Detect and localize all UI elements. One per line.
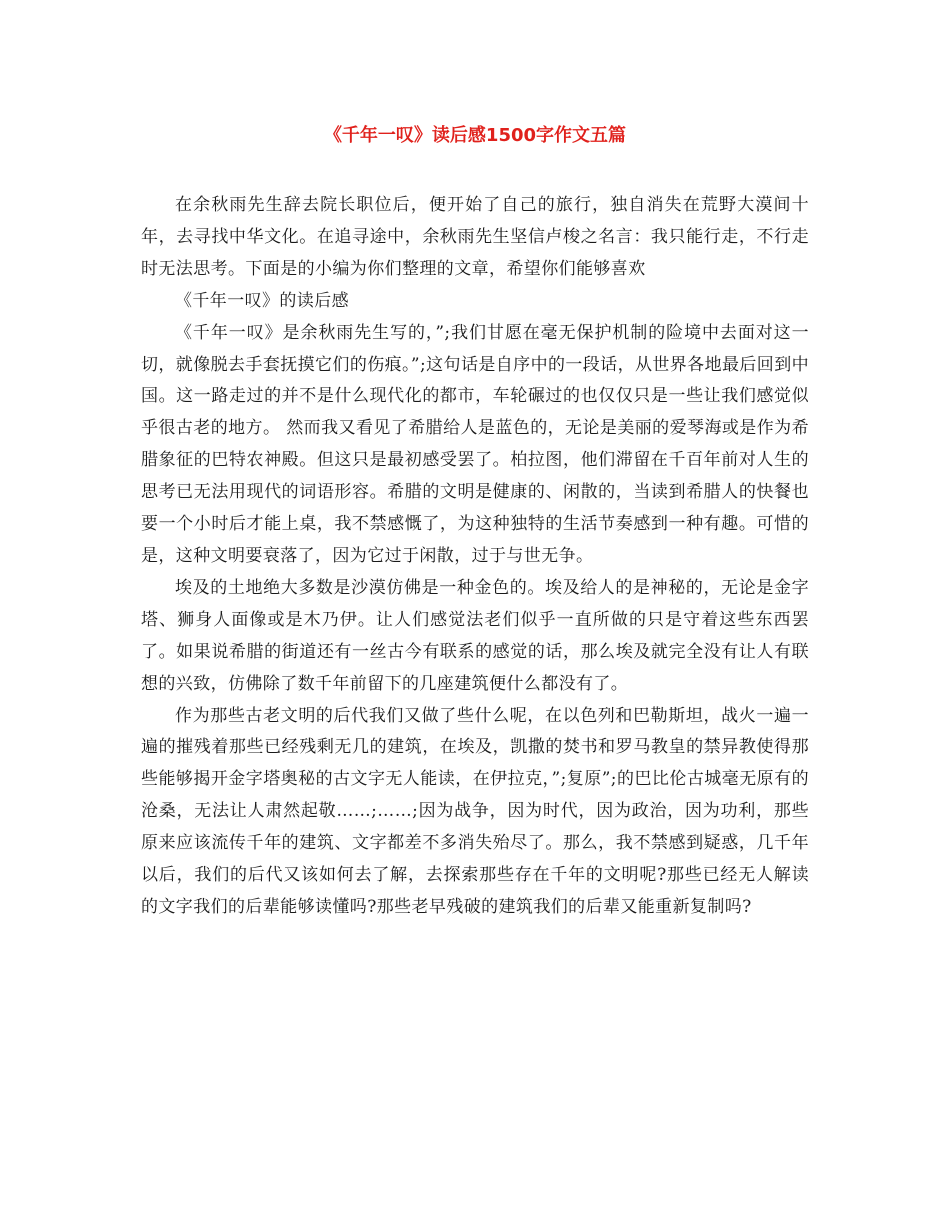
paragraph-greece: 《千年一叹》是余秋雨先生写的，”;我们甘愿在毫无保护机制的险境中去面对这一切，就像脱去手套抚摸它们的伤痕。”;这句话是自序中的一段话，从世界各地最后回到中国。这一路走过的并不是什么现代化的都市，车轮碾过的也仅仅只是一些让我们感觉似乎很古老的地方。 然而我又看见了希腊给人是蓝色的，无论是美丽的爱琴海或是作为希腊象征的巴特农神殿。但这只是最初感受罢了。柏拉图，他们滞留在千百年前对人生的思考已无法用现代的词语形容。希腊的文明是健康的、闲散的，当读到希腊人的快餐也要一个小时后才能上桌，我不禁感慨了，为这种独特的生活节奏感到一种有趣。可惜的是，这种文明要衰落了，因为它过于闲散，过于与世无争。 xyxy=(141,322,809,566)
paragraph-descendants: 作为那些古老文明的后代我们又做了些什么呢，在以色列和巴勒斯坦，战火一遍一遍的摧残着那些已经残剩无几的建筑，在埃及，凯撒的焚书和罗马教皇的禁异教使得那些能够揭开金字塔奥秘的古文字无人能读，在伊拉克，”;复原”;的巴比伦古城毫无原有的沧桑，无法让人肃然起敬……;……;因为战争，因为时代，因为政治，因为功利，那些原来应该流传千年的建筑、文字都差不多消失殆尽了。那么，我不禁感到疑惑，几千年以后，我们的后代又该如何去了解，去探索那些存在千年的文明呢?那些已经无人解读的文字我们的后辈能够读懂吗?那些老早残破的建筑我们的后辈又能重新复制吗? xyxy=(141,705,809,917)
document-title: 《千年一叹》读后感1500字作文五篇 xyxy=(323,125,627,146)
paragraph-egypt: 埃及的土地绝大多数是沙漠仿佛是一种金色的。埃及给人的是神秘的，无论是金字塔、狮身人面像或是木乃伊。让人们感觉法老们似乎一直所做的只是守着这些东西罢了。如果说希腊的街道还有一丝古今有联系的感觉的话，那么埃及就完全没有让人有联想的兴致，仿佛除了数千年前留下的几座建筑便什么都没有了。 xyxy=(141,577,809,694)
paragraph-intro: 在余秋雨先生辞去院长职位后，便开始了自己的旅行，独自消失在荒野大漠间十年，去寻找中华文化。在追寻途中，余秋雨先生坚信卢梭之名言：我只能行走，不行走时无法思考。下面是的小编为你们整理的文章，希望你们能够喜欢 xyxy=(141,195,809,279)
paragraph-subheading: 《千年一叹》的读后感 xyxy=(175,290,349,311)
document-body xyxy=(141,190,809,924)
